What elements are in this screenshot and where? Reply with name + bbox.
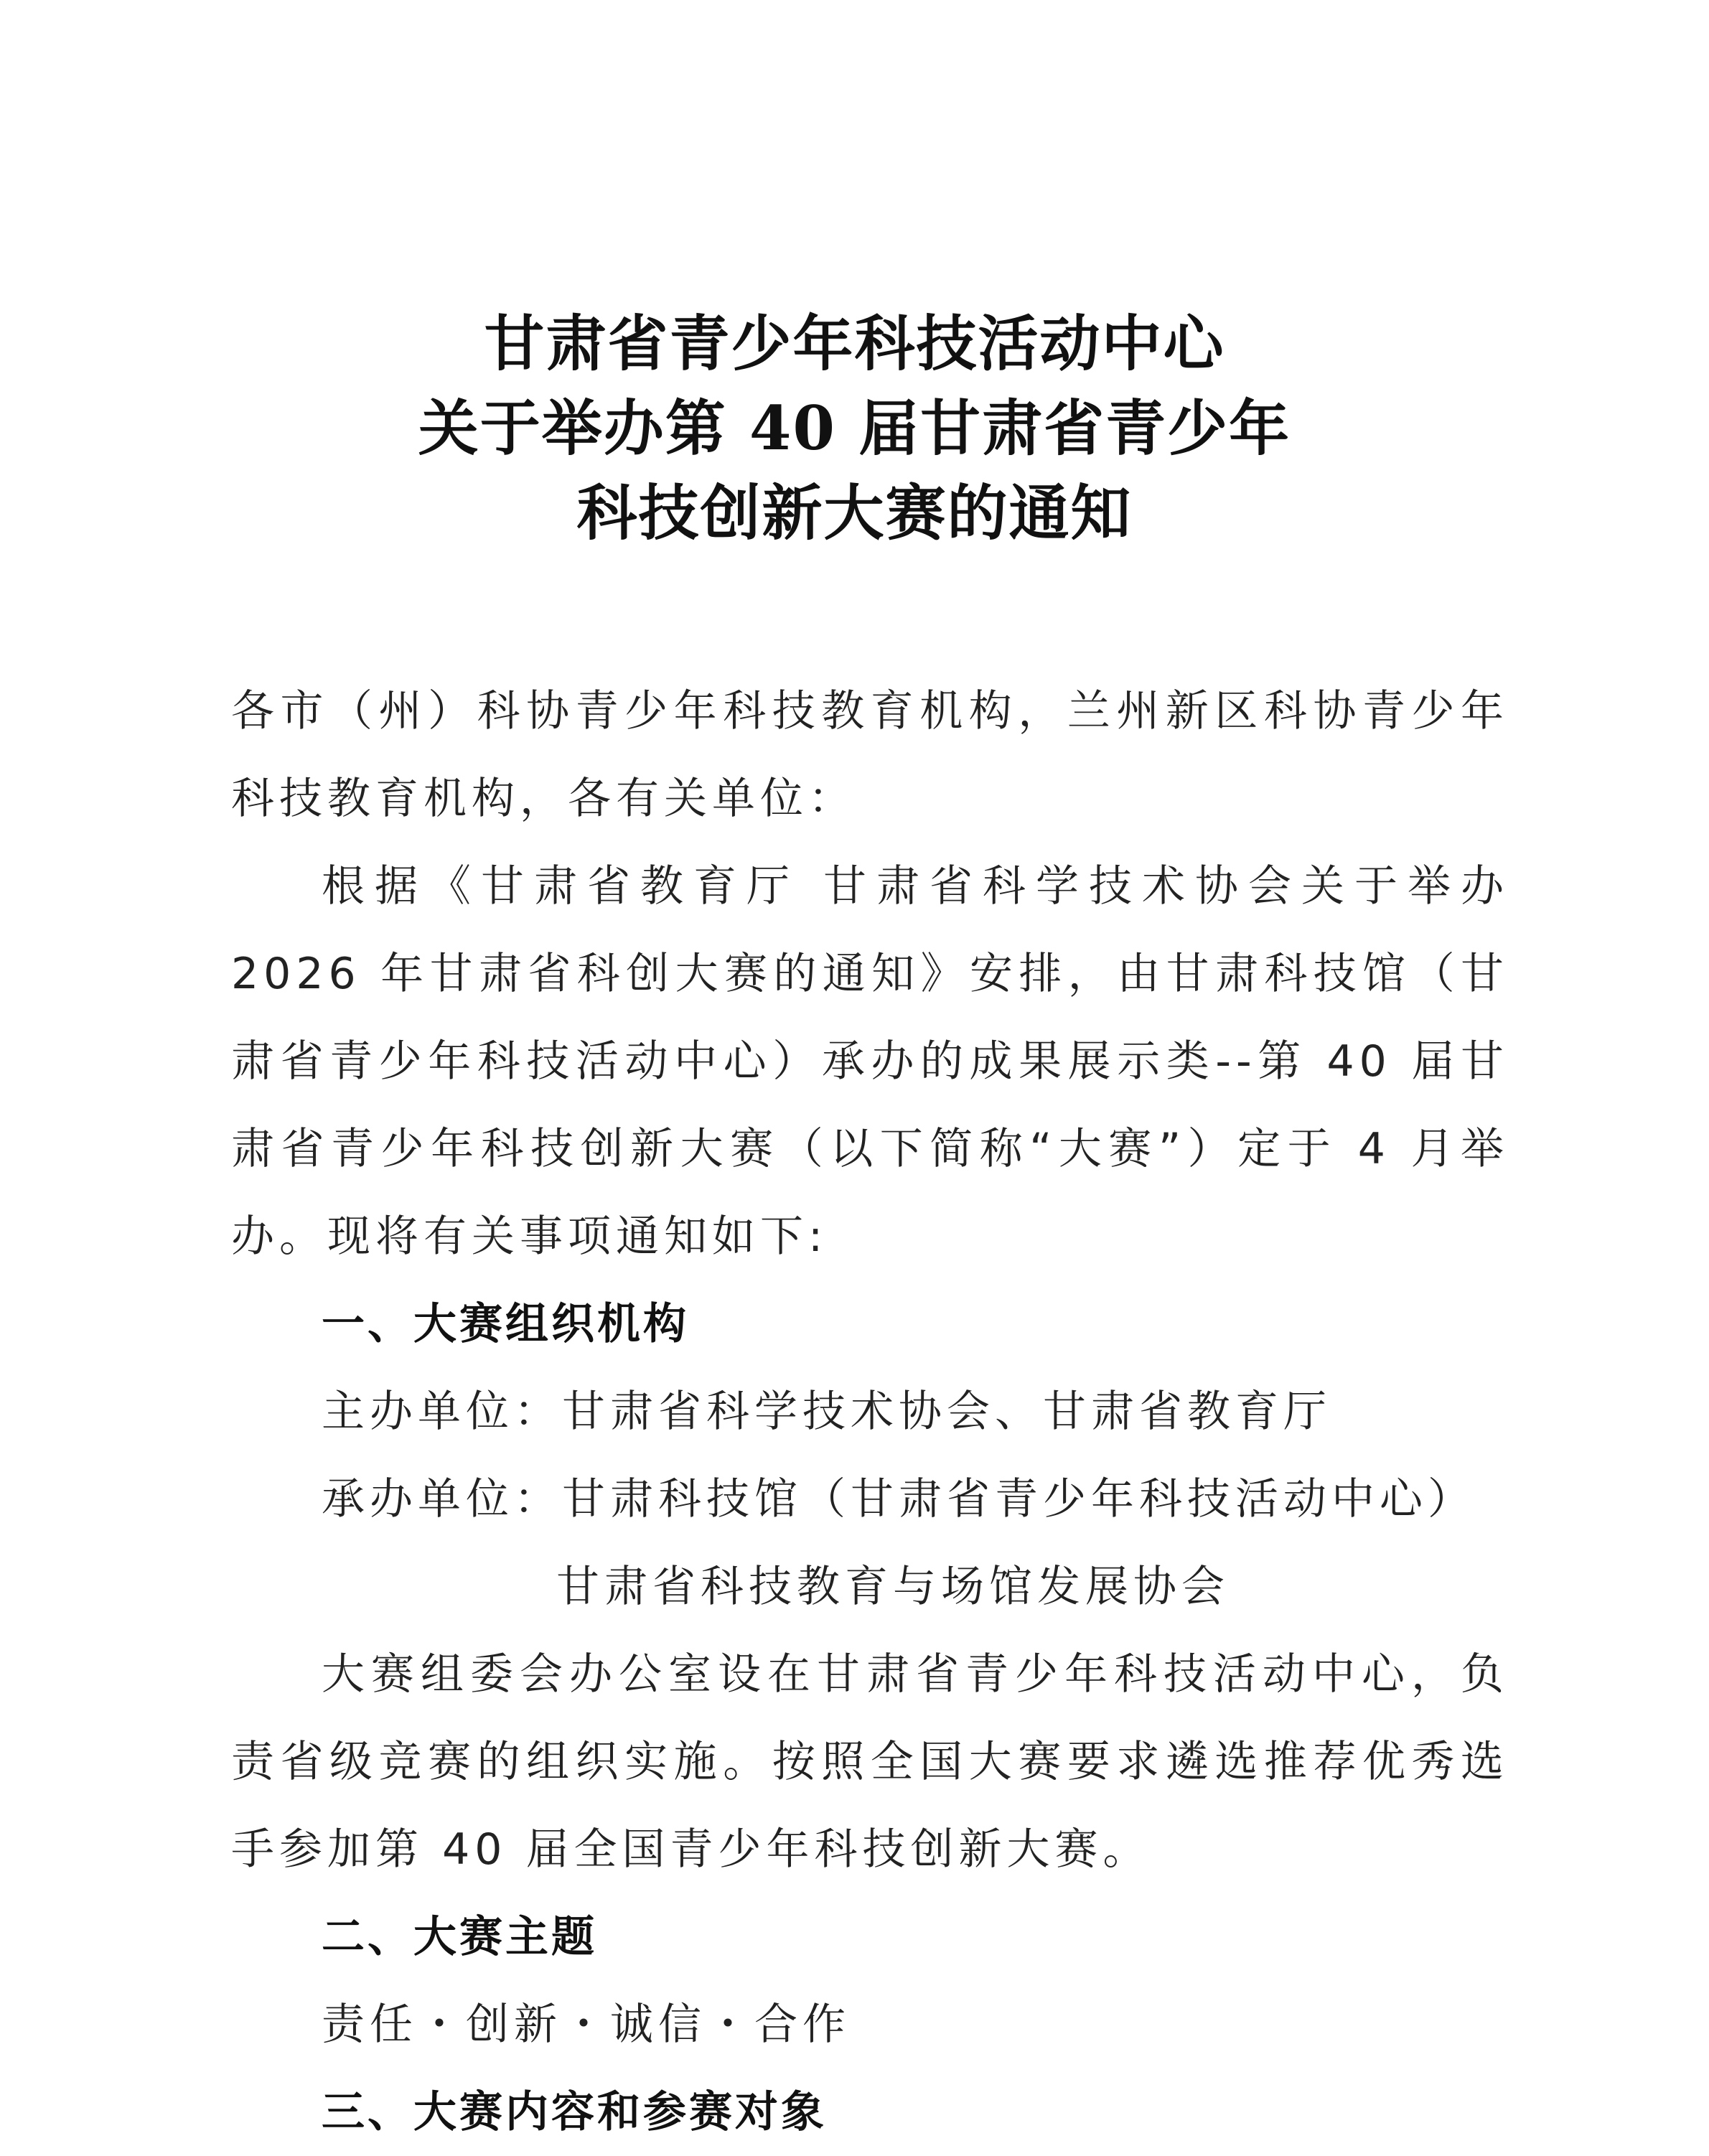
section-1-heading: 一、大赛组织机构 [322, 1299, 689, 1349]
document-title [0, 301, 1709, 556]
title-line-1: 甘肃省青少年科技活动中心 [484, 308, 1225, 379]
section-2-heading: 二、大赛主题 [322, 1912, 597, 1962]
title-line-3: 科技创新大赛的通知 [576, 477, 1133, 548]
section-3-heading: 三、大赛内容和参赛对象 [322, 2087, 827, 2137]
salutation: 各市（州）科协青少年科技教育机构，兰州新区科协青少年科技教育机构，各有关单位： [231, 686, 1509, 824]
title-line-2: 关于举办第 40 届甘肃省青少年 [418, 393, 1291, 464]
intro-paragraph: 根据《甘肃省教育厅 甘肃省科学技术协会关于举办 2026 年甘肃省科创大赛的通知》安排，由甘肃科技馆（甘肃省青少年科技活动中心）承办的成果展示类--第 40 届甘肃省青少年科技创新大赛（以下简称“大赛”）定于 4 月举办。现将有关事项通知如下: [231, 861, 1509, 1262]
organizer-units: 承办单位：甘肃科技馆（甘肃省青少年科技活动中心） [322, 1474, 1476, 1524]
host-units: 主办单位：甘肃省科学技术协会、甘肃省教育厅 [322, 1387, 1331, 1437]
organizer-units-2: 甘肃省科技教育与场馆发展协会 [556, 1562, 1230, 1612]
theme-text: 责任・创新・诚信・合作 [322, 2000, 851, 2050]
document-body [231, 667, 1509, 2156]
office-paragraph: 大赛组委会办公室设在甘肃省青少年科技活动中心，负责省级竞赛的组织实施。按照全国大赛要求遴选推荐优秀选手参加第 40 届全国青少年科技创新大赛。 [231, 1649, 1509, 1875]
